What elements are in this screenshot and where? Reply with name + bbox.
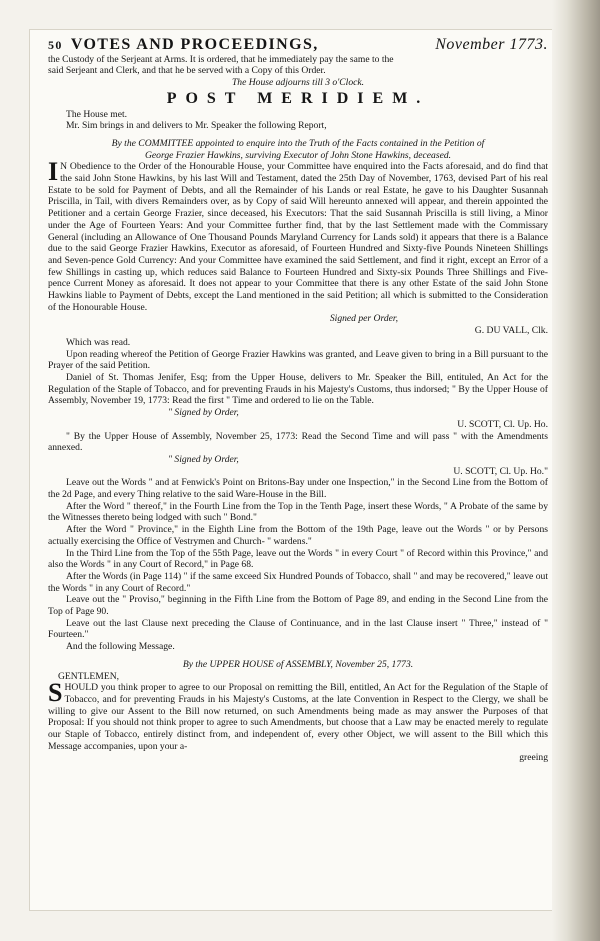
drop-cap: S: [48, 678, 63, 708]
signed-order: " Signed by Order,: [168, 407, 239, 419]
page-content: [48, 36, 548, 764]
amendment: Leave out the last Clause next preceding the Clause of Continuance, and in the last Clause insert " Three," instead of " Fourteen.": [48, 617, 548, 641]
adjournment-line: The House adjourns till 3 o'Clock.: [231, 77, 365, 89]
signature: G. DU VALL, Clk.: [474, 325, 548, 337]
message-body: HOULD you think proper to agree to our Proposal on remitting the Bill, entitled, An Act for the Regulation of the Staple of Tobacco, and for preventing Frauds in his Majesty's Customs, at the late Convention in Respect to the Clergy, we shall be willing to give our Assent to the Bill now returned, on such Amendments being made as may answer the Purposes of that Proposal: If you should not think proper to agree to such Amendments, but choose that a Law may be enacted merely to regulate our Staple of Tobacco, entirely distinct from, and independent of, every other Object, we will assent to the Bill which this Message accompanies, upon your a-: [48, 682, 548, 752]
amendment: After the Word " thereof," in the Fourth Line from the Top in the Tenth Page, insert these Words, " A Probate of the same by the Witnesses thereto being lodged with such " Bond.": [48, 500, 548, 524]
report-body: N Obedience to the Order of the Honourable House, your Committee have enquired into the Facts aforesaid, and do find that the said John Stone Hawkins, by his last Will and Testament, dated the 25th Day of November, 1763, devised Part of his real Estate to be sold for Payment of Debts, and all the Remainder of his Lands or real Estate, he gave to his Daughter Susannah Priscilla, in Tail, with divers Remainders over, as by Copy of said Will hereunto annexed will appear, and therein appointed the Petitioner and a certain George Frazier, since deceased, his Executors: That the said Susannah Priscilla is still living, a Minor under the Age of Fourteen Years: And your Committee further find, that by the last Settlement made with the Commissary General (including an Allowance of One Thousand Pounds Maryland Currency for Lands sold) it appears that there is a Balance due to the said George Frazier Hawkins, Executor as aforesaid, of Fourteen Hundred and Sixty-five Pounds Nineteen Shillings and Seven-pence Gold Currency: And your Committee have examined the said Settlement, and find it right, except an Error of a few Shillings in casting up, which reduces said Balance to Fourteen Hundred and Sixty-six Pounds Three Shillings and Five-pence Current Money as aforesaid. It does not appear to your Committee that there is any other Estate of the said John Stone Hawkins liable to Payment of Debts, except the Land mentioned in the said Petition; all which is submitted to the Consideration of the Honourable House.: [48, 161, 548, 313]
text-line: And the following Message.: [66, 641, 175, 653]
amendment: Leave out the " Proviso," beginning in the Fifth Line from the Bottom of Page 89, and ending in the Second Line from the Top of Page 90.: [48, 594, 548, 618]
text-line: The House met.: [66, 108, 128, 120]
signed-order: " Signed by Order,: [168, 453, 239, 465]
text-line: Which was read.: [66, 336, 131, 348]
text-line: said Serjeant and Clerk, and that he be served with a Copy of this Order.: [48, 65, 326, 77]
amendment: After the Word " Province," in the Eighth Line from the Bottom of the 19th Page, leave out the Words " or by Persons actually exercising the Office of Vestrymen and Church- " wardens.": [48, 524, 548, 547]
paragraph: Upon reading whereof the Petition of George Frazier Hawkins was granted, and Leave given to bring in a Bill pursuant to the Prayer of the said Petition.: [48, 348, 548, 372]
amendment: After the Words (in Page 114) " if the same exceed Six Hundred Pounds of Tobacco, shall " and may be recovered," leave out the Words " in any Court of Record.": [48, 570, 548, 594]
paragraph: Daniel of St. Thomas Jenifer, Esq; from the Upper House, delivers to Mr. Speaker the Bill, entituled, An Act for the Regulation of the Staple of Tobacco, and for preventing Frauds in his Majesty's Customs, thus indorsed; " By the Upper House of Assembly, November 19, 1773: Read the first " Time and ordered to lie on the Table.: [48, 371, 548, 407]
message-paragraph: [48, 678, 548, 752]
page-number: 50: [48, 38, 63, 52]
header-title: VOTES AND PROCEEDINGS,: [70, 36, 319, 53]
signature: U. SCOTT, Cl. Up. Ho.: [457, 418, 548, 430]
committee-title-2: George Frazier Hawkins, surviving Executor of John Stone Hawkins, deceased.: [144, 149, 452, 161]
report-paragraph: [48, 157, 548, 313]
running-header: [48, 36, 548, 53]
text-line: Mr. Sim brings in and delivers to Mr. Speaker the following Report,: [66, 120, 327, 132]
drop-cap: I: [48, 157, 59, 187]
document-page: [30, 30, 570, 910]
salutation: GENTLEMEN,: [58, 670, 120, 682]
text-line: the Custody of the Serjeant at Arms. It is ordered, that he immediately pay the same to the: [48, 53, 394, 65]
amendment: In the Third Line from the Top of the 55th Page, leave out the Words " in every Court " of Record within this Province," and also the Words " in any Court of Record," in Page 68.: [48, 547, 548, 571]
message-title: By the UPPER HOUSE of ASSEMBLY, November 25, 1773.: [182, 658, 414, 670]
book-binding-edge: [552, 0, 600, 941]
paragraph: " By the Upper House of Assembly, November 25, 1773: Read the Second Time and will pass " with the Amendments annexed.: [48, 430, 548, 454]
amendment: Leave out the Words " and at Fenwick's Point on Britons-Bay under one Inspection," in the Second Line from the Bottom of the 2d Page, and every Thing relative to the said Ware-House in the Bill.: [48, 477, 548, 501]
catchword: greeing: [519, 752, 548, 764]
signature: U. SCOTT, Cl. Up. Ho.": [453, 465, 548, 477]
header-date: November 1773.: [435, 36, 548, 53]
section-heading-post-meridiem: POST MERIDIEM.: [166, 89, 430, 107]
committee-title: By the COMMITTEE appointed to enquire into the Truth of the Facts contained in the Petition of: [111, 137, 485, 149]
signed-order: Signed per Order,: [329, 313, 398, 325]
